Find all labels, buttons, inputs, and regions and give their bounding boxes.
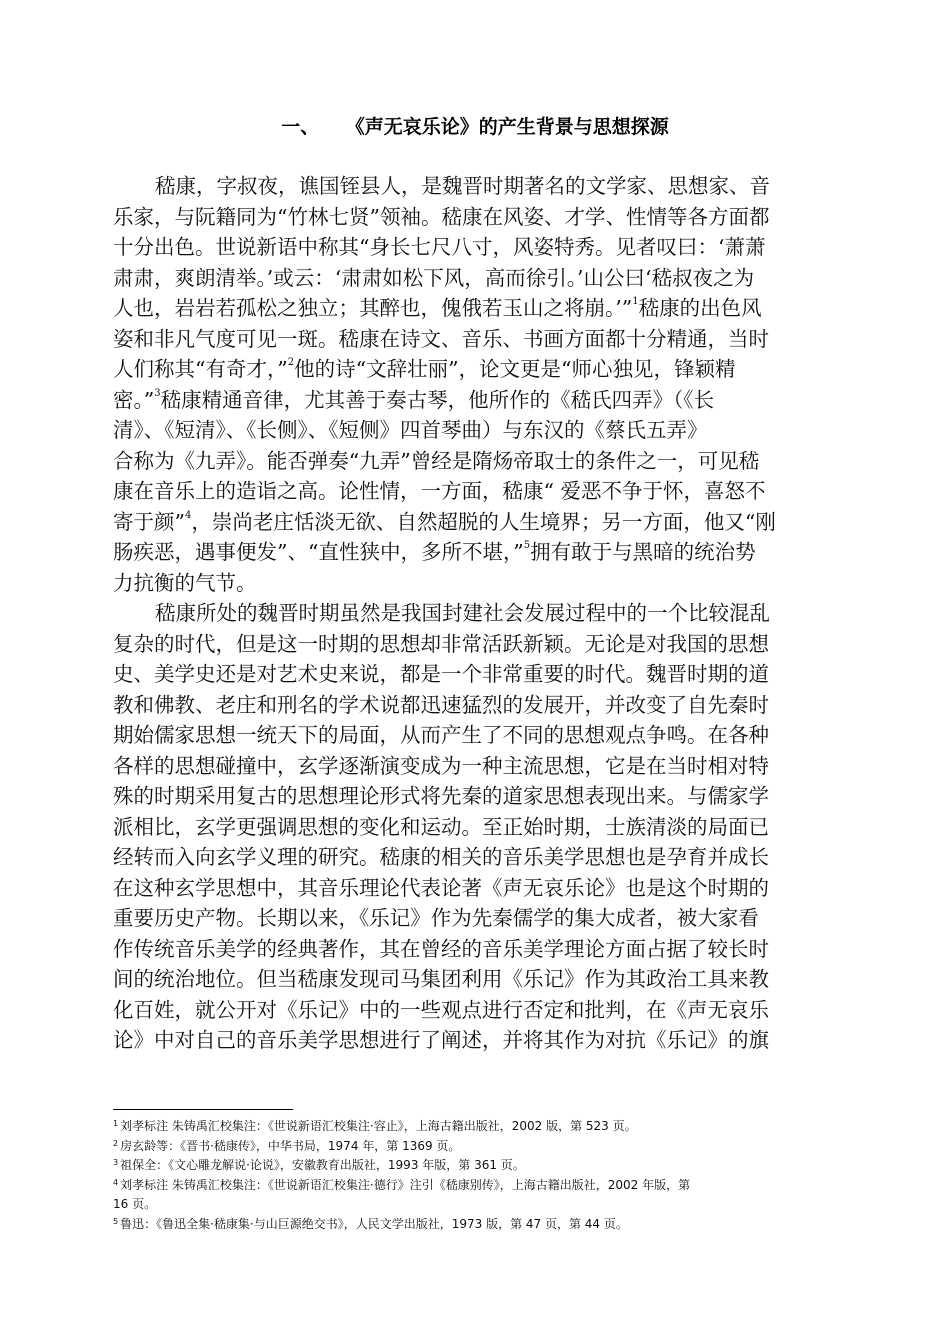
text-line	[113, 385, 843, 416]
text-run: 人们称其“有奇才，”	[113, 357, 288, 381]
text-run: 他的诗“文辞壮丽”，论文更是“师心独见，锋颖精	[294, 357, 736, 381]
text-line: 重要历史产物。长期以来，《乐记》作为先秦儒学的集大成者，被大家看	[113, 906, 759, 930]
text-line: 各样的思想碰撞中，玄学逐渐演变成为一种主流思想，它是在当时相对特	[113, 753, 769, 778]
text-line: 作传统音乐美学的经典著作，其在曾经的音乐美学理论方面占据了较长时	[113, 936, 769, 961]
footnote-number: 3	[113, 1158, 119, 1167]
footnote-number: 1	[113, 1119, 119, 1128]
paragraph-1	[113, 171, 843, 598]
text-line: 在这种玄学思想中，其音乐理论代表论著《声无哀乐论》也是这个时期的	[113, 875, 769, 900]
footnote-text: 房玄龄等：《晋书·嵇康传》，中华书局，1974 年，第 1369 页。	[120, 1138, 461, 1153]
text-line: 史、美学史还是对艺术史来说，都是一个非常重要的时代。魏晋时期的道	[113, 662, 769, 686]
text-line: 康在音乐上的造诣之高。论性情，一方面，嵇康“ 爱恶不争于怀，喜怒不	[113, 479, 766, 503]
text-run: 肠疾恶，遇事便发”、“直性狭中，多所不堪，”	[113, 540, 524, 564]
text-line: 乐家，与阮籍同为“竹林七贤”领袖。嵇康在风姿、才学、性情等各方面都	[113, 204, 770, 229]
paragraph-2	[113, 598, 843, 1056]
footnotes	[113, 1117, 833, 1234]
footnote-text: 刘孝标注 朱铸禹汇校集注：《世说新语汇校集注·德行》注引《嵇康别传》，上海古籍出版社，2002 年版，第	[120, 1177, 691, 1192]
footnote	[113, 1176, 833, 1196]
text-line: 论》中对自己的音乐美学思想进行了阐述，并将其作为对抗《乐记》的旗	[113, 1028, 769, 1052]
heading-title: 《声无哀乐论》的产生背景与思想探源	[345, 116, 669, 138]
text-line: 复杂的时代，但是这一时期的思想却非常活跃新颖。无论是对我国的思想	[113, 631, 769, 656]
footnote-number: 4	[113, 1177, 119, 1187]
footnote-ref: 1	[632, 296, 639, 307]
text-line	[113, 537, 843, 568]
footnote-continuation	[113, 1195, 833, 1215]
footnote-ref: 3	[154, 387, 161, 399]
text-line: 嵇康所处的魏晋时期虽然是我国封建社会发展过程中的一个比较混乱	[155, 601, 770, 625]
text-line: 十分出色。世说新语中称其“身长七尺八寸，风姿特秀。见者叹曰：‘萧萧	[113, 235, 766, 259]
text-line	[113, 354, 843, 385]
text-line: 殊的时期采用复古的思想理论形式将先秦的道家思想表现出来。与儒家学	[113, 784, 769, 808]
footnote	[113, 1156, 833, 1176]
text-line: 期始儒家思想一统天下的局面，从而产生了不同的思想观点争鸣。在各种	[113, 723, 769, 747]
text-line: 经转而入向玄学义理的研究。嵇康的相关的音乐美学思想也是孕育并成长	[113, 845, 769, 869]
text-run: ，崇尚老庄恬淡无欲、自然超脱的人生境界；另一方面，他又“刚	[191, 509, 776, 534]
text-line: 派相比，玄学更强调思想的变化和运动。至正始时期，士族清淡的局面已	[113, 814, 769, 839]
footnote	[113, 1215, 833, 1235]
text-line	[113, 293, 843, 324]
text-line: 肃肃，爽朗清举。’或云：‘肃肃如松下风，高而徐引。’山公曰‘嵇叔夜之为	[113, 265, 755, 290]
footnote-separator	[113, 1109, 293, 1110]
footnote-text: 刘孝标注 朱铸禹汇校集注：《世说新语汇校集注·容止》，上海古籍出版社，2002 版，第 523 页。	[120, 1119, 637, 1133]
footnote-ref: 4	[184, 509, 192, 521]
section-heading	[0, 114, 950, 140]
text-run: 人也，岩岩若孤松之独立；其醉也，傀俄若玉山之将崩。’”	[113, 296, 633, 320]
text-line: 力抗衡的气节。	[113, 570, 257, 595]
footnote-text: 祖保全：《文心雕龙解说·论说》，安徽教育出版社，1993 年版，第 361 页。	[120, 1158, 525, 1172]
footnote	[113, 1117, 833, 1137]
text-line: 合称为《九弄》。能否弹奏“九弄”曾经是隋炀帝取士的条件之一，可见嵇	[113, 448, 760, 473]
text-run: 嵇康精通音律，尤其善于奏古琴，他所作的《嵇氏四弄》（《长	[160, 387, 715, 412]
text-line: 教和佛教、老庄和刑名的学术说都迅速猛烈的发展开，并改变了自先秦时	[113, 692, 769, 717]
text-line: 间的统治地位。但当嵇康发现司马集团利用《乐记》作为其政治工具来教	[113, 967, 769, 991]
text-line: 清》、《短清》、《长侧》、《短侧》四首琴曲）与东汉的《蔡氏五弄》	[113, 418, 708, 442]
footnote-ref: 2	[287, 357, 295, 368]
text-line: 姿和非凡气度可见一斑。嵇康在诗文、音乐、书画方面都十分精通，当时	[113, 326, 769, 351]
text-line	[113, 507, 843, 538]
footnote-number: 5	[113, 1216, 119, 1226]
footnote-text: 16 页。	[113, 1197, 157, 1211]
heading-number: 一、	[281, 116, 320, 138]
text-line: 嵇康，字叔夜，谯国铚县人，是魏晋时期著名的文学家、思想家、音	[155, 174, 770, 198]
footnote-text: 鲁迅：《鲁迅全集·嵇康集·与山巨源绝交书》，人民文学出版社，1973 版，第 47 页，第 44 页。	[120, 1216, 628, 1231]
footnote-number: 2	[113, 1138, 119, 1148]
text-run: 嵇康的出色风	[638, 296, 762, 320]
main-text	[113, 171, 843, 1056]
text-run: 密。”	[113, 387, 155, 412]
footnote	[113, 1137, 833, 1157]
text-run: 拥有敢于与黑暗的统治势	[530, 540, 756, 564]
text-run: 寄于颜”	[113, 509, 185, 534]
footnote-ref: 5	[523, 540, 531, 551]
text-line: 化百姓，就公开对《乐记》中的一些观点进行否定和批判，在《声无哀乐	[113, 997, 769, 1022]
